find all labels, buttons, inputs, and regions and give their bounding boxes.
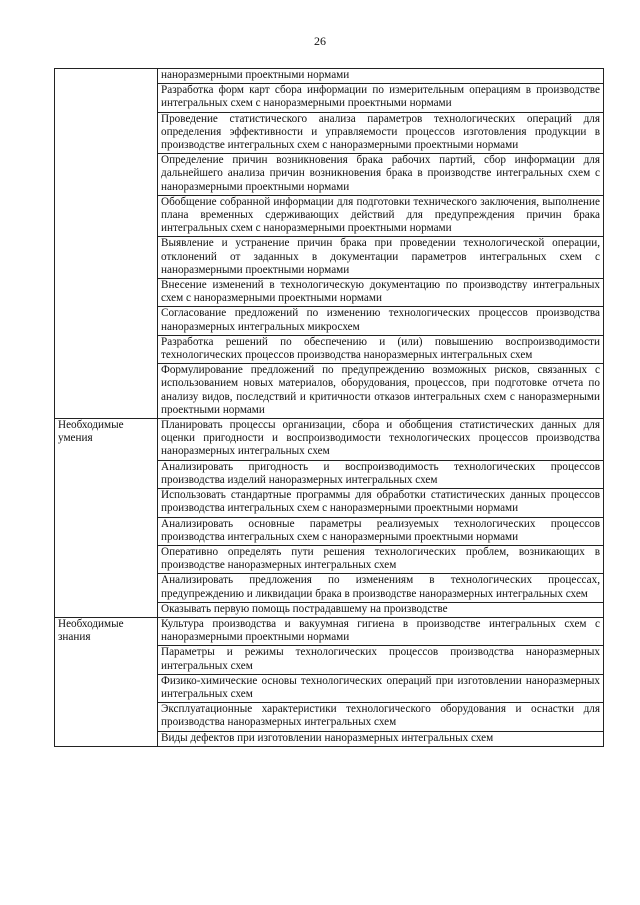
table-cell: наноразмерными проектными нормами (158, 69, 604, 84)
section-label-cell (55, 419, 158, 618)
table-row (55, 69, 604, 84)
table-row (55, 617, 604, 645)
table-cell: Анализировать пригодность и воспроизводимость технологических процессов производства изделий наноразмерных интегральных схем (158, 460, 604, 488)
table-cell: Параметры и режимы технологических процессов производства наноразмерных интегральных схем (158, 646, 604, 674)
table-cell: Разработка решений по обеспечению и (или) повышению воспроизводимости технологических процессов производства наноразмерных интегральных схем (158, 335, 604, 363)
table-cell: Проведение статистического анализа параметров технологических операций для определения эффективности и управляемости процессов изготовления продукции в производстве интегральных схем с наноразмерными проектными нормами (158, 112, 604, 154)
table-cell: Виды дефектов при изготовлении наноразмерных интегральных схем (158, 731, 604, 746)
table-cell: Оперативно определять пути решения технологических проблем, возникающих в производстве наноразмерных интегральных схем (158, 545, 604, 573)
table-cell: Культура производства и вакуумная гигиена в производстве интегральных схем с наноразмерными проектными нормами (158, 617, 604, 645)
section-label: Необходимые умения (58, 419, 124, 445)
table-cell: Использовать стандартные программы для обработки статистических данных процессов производства интегральных схем с наноразмерными проектными нормами (158, 489, 604, 517)
table-cell: Обобщение собранной информации для подготовки технического заключения, выполнение плана временных сдерживающих действий для предупреждения причин брака интегральных схем с наноразмерными проектными нормами (158, 195, 604, 237)
table-cell: Выявление и устранение причин брака при проведении технологической операции, отклонений от заданных в документации параметров интегральных схем с наноразмерными проектными нормами (158, 237, 604, 279)
table-cell: Физико-химические основы технологических операций при изготовлении наноразмерных интегральных схем (158, 674, 604, 702)
table-cell: Формулирование предложений по предупреждению возможных рисков, связанных с использованием новых материалов, оборудования, процессов, при подготовке отчета по анализу видов, последствий и критичности отказов интегральных схем с наноразмерными проектными нормами (158, 364, 604, 419)
table-cell: Согласование предложений по изменению технологических процессов производства наноразмерных интегральных микросхем (158, 307, 604, 335)
section-label-cell (55, 69, 158, 419)
table-cell: Разработка форм карт сбора информации по измерительным операциям в производстве интегральных схем с наноразмерными проектными нормами (158, 84, 604, 112)
page-number: 26 (314, 34, 326, 48)
table-row (55, 419, 604, 461)
table-cell: Определение причин возникновения брака рабочих партий, сбор информации для дальнейшего анализа причин возникновения брака в производстве интегральных схем с наноразмерными проектными нормами (158, 154, 604, 196)
table-cell: Оказывать первую помощь пострадавшему на производстве (158, 602, 604, 617)
table-cell: Эксплуатационные характеристики технологического оборудования и оснастки для производства наноразмерных интегральных схем (158, 703, 604, 731)
table-cell: Анализировать основные параметры реализуемых технологических процессов производства интегральных схем с наноразмерными проектными нормами (158, 517, 604, 545)
section-label-cell (55, 617, 158, 746)
table-cell: Планировать процессы организации, сбора и обобщения статистических данных для оценки пригодности и воспроизводимости технологических процессов производства наноразмерных интегральных схем (158, 419, 604, 461)
table-cell: Анализировать предложения по изменениям в технологических процессах, предупреждению и ликвидации брака в производстве наноразмерных интегральных схем (158, 574, 604, 602)
table-cell: Внесение изменений в технологическую документацию по производству интегральных схем с наноразмерными проектными нормами (158, 279, 604, 307)
section-label: Необходимые знания (58, 617, 124, 644)
requirements-table (54, 68, 604, 747)
